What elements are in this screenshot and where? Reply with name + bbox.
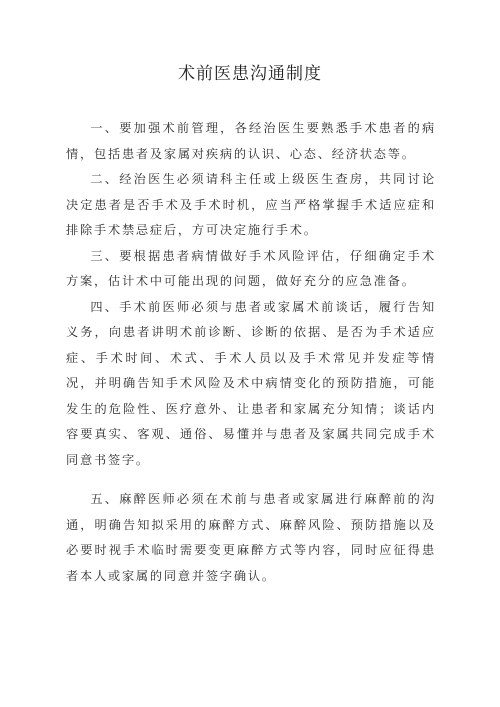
paragraph-2: 二、经治医生必须请科主任或上级医生查房，共同讨论决定患者是否手术及手术时机，应当严格掌握手术适应症和排除手术禁忌症后，方可决定施行手术。 xyxy=(66,172,436,237)
paragraph-5: 五、麻醉医师必须在术前与患者或家属进行麻醉前的沟通，明确告知拟采用的麻醉方式、麻醉风险、预防措施以及必要时视手术临时需要变更麻醉方式等内容，同时应征得患者本人或家属的同意并签字确认。 xyxy=(66,492,436,583)
document-title: 术前医患沟通制度 xyxy=(178,64,322,84)
paragraph-1: 一、要加强术前管理，各经治医生要熟悉手术患者的病情，包括患者及家属对疾病的认识、心态、经济状态等。 xyxy=(66,121,436,161)
document-body xyxy=(66,116,436,589)
paragraph-3: 三、要根据患者病情做好手术风险评估，仔细确定手术方案，估计术中可能出现的问题，做好充分的应急准备。 xyxy=(66,248,436,288)
paragraph-4: 四、手术前医师必须与患者或家属术前谈话，履行告知义务，向患者讲明术前诊断、诊断的依据、是否为手术适应症、手术时间、术式、手术人员以及手术常见并发症等情况，并明确告知手术风险及术中病情变化的预防措施，可能发生的危险性、医疗意外、让患者和家属充分知情；谈话内容要真实、客观、通俗、易懂并与患者及家属共同完成手术同意书签字。 xyxy=(66,299,436,467)
